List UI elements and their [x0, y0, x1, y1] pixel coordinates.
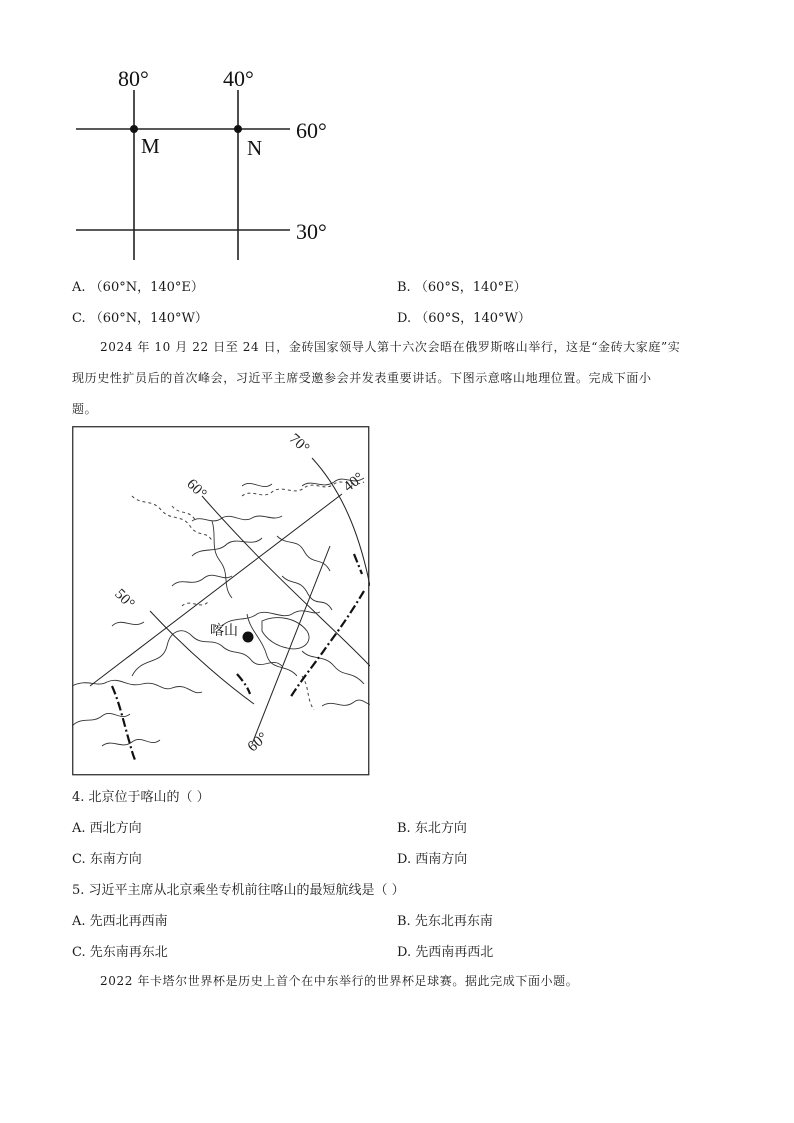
intro-paragraph-line1: 2024 年 10 月 22 日至 24 日，金砖国家领导人第十六次会晤在俄罗斯喀山举行，这是“金砖大家庭”实: [100, 340, 681, 354]
option-text: 西南方向: [415, 852, 468, 867]
kazan-location-map: [72, 426, 370, 776]
option-letter: D.: [397, 945, 412, 960]
q3-option-c: [72, 307, 208, 326]
point-m-marker: [130, 125, 138, 133]
option-text: （60°S，140°W）: [415, 311, 531, 326]
point-m-label: M: [141, 134, 160, 158]
option-letter: B.: [397, 821, 411, 836]
option-letter: D.: [397, 311, 412, 326]
option-text: （60°N，140°W）: [89, 311, 208, 326]
q3-option-d: [397, 307, 531, 326]
point-n-marker: [234, 125, 242, 133]
q3-option-b: [397, 276, 527, 295]
kazan-city-marker: [243, 632, 254, 643]
intro-paragraph-line2: 现历史性扩员后的首次峰会，习近平主席受邀参会并发表重要讲话。下图示意喀山地理位置。完成下面小: [72, 371, 652, 385]
option-letter: A.: [72, 280, 86, 295]
option-text: （60°N，140°E）: [89, 280, 204, 295]
lon-label-40: 40°: [223, 66, 254, 91]
option-text: 东北方向: [414, 821, 467, 836]
question-5-stem: 5. 习近平主席从北京乘坐专机前往喀山的最短航线是（ ）: [72, 883, 405, 898]
option-text: 先西南再西北: [415, 945, 494, 960]
option-letter: B.: [397, 280, 411, 295]
closing-paragraph: 2022 年卡塔尔世界杯是历史上首个在中东举行的世界杯足球赛。据此完成下面小题。: [100, 974, 579, 988]
kazan-city-label: 喀山: [210, 623, 238, 639]
option-letter: C.: [72, 945, 86, 960]
q5-option-d: [397, 941, 493, 960]
option-text: 东南方向: [89, 852, 142, 867]
q3-option-a: [72, 276, 204, 295]
lat-label-60: 60°: [296, 118, 327, 143]
option-text: 先西北再西南: [89, 914, 168, 929]
degree-label-50: 50°: [111, 586, 138, 613]
degree-label-60-bottom: 60°: [244, 729, 272, 756]
option-text: 先东北再东南: [414, 914, 493, 929]
q4-option-a: [72, 817, 142, 836]
lat-long-grid-figure: [70, 60, 350, 270]
lat-label-30: 30°: [296, 219, 327, 244]
q5-option-b: [397, 910, 493, 929]
option-letter: A.: [72, 821, 86, 836]
lon-label-80: 80°: [118, 66, 149, 91]
option-letter: C.: [72, 852, 86, 867]
option-text: 先东南再东北: [89, 945, 168, 960]
option-text: 西北方向: [89, 821, 142, 836]
option-letter: B.: [397, 914, 411, 929]
degree-label-60-top: 60°: [183, 476, 210, 503]
q4-option-d: [397, 848, 467, 867]
question-4-stem: 4. 北京位于喀山的（ ）: [72, 790, 210, 805]
degree-label-70: 70°: [285, 430, 313, 457]
intro-paragraph-line3: 题。: [72, 402, 98, 416]
option-letter: C.: [72, 311, 86, 326]
q4-option-c: [72, 848, 142, 867]
option-letter: A.: [72, 914, 86, 929]
degree-label-40: 40°: [340, 469, 368, 496]
option-text: （60°S，140°E）: [414, 280, 527, 295]
q4-option-b: [397, 817, 467, 836]
point-n-label: N: [247, 136, 263, 160]
q5-option-a: [72, 910, 168, 929]
q5-option-c: [72, 941, 168, 960]
option-letter: D.: [397, 852, 412, 867]
